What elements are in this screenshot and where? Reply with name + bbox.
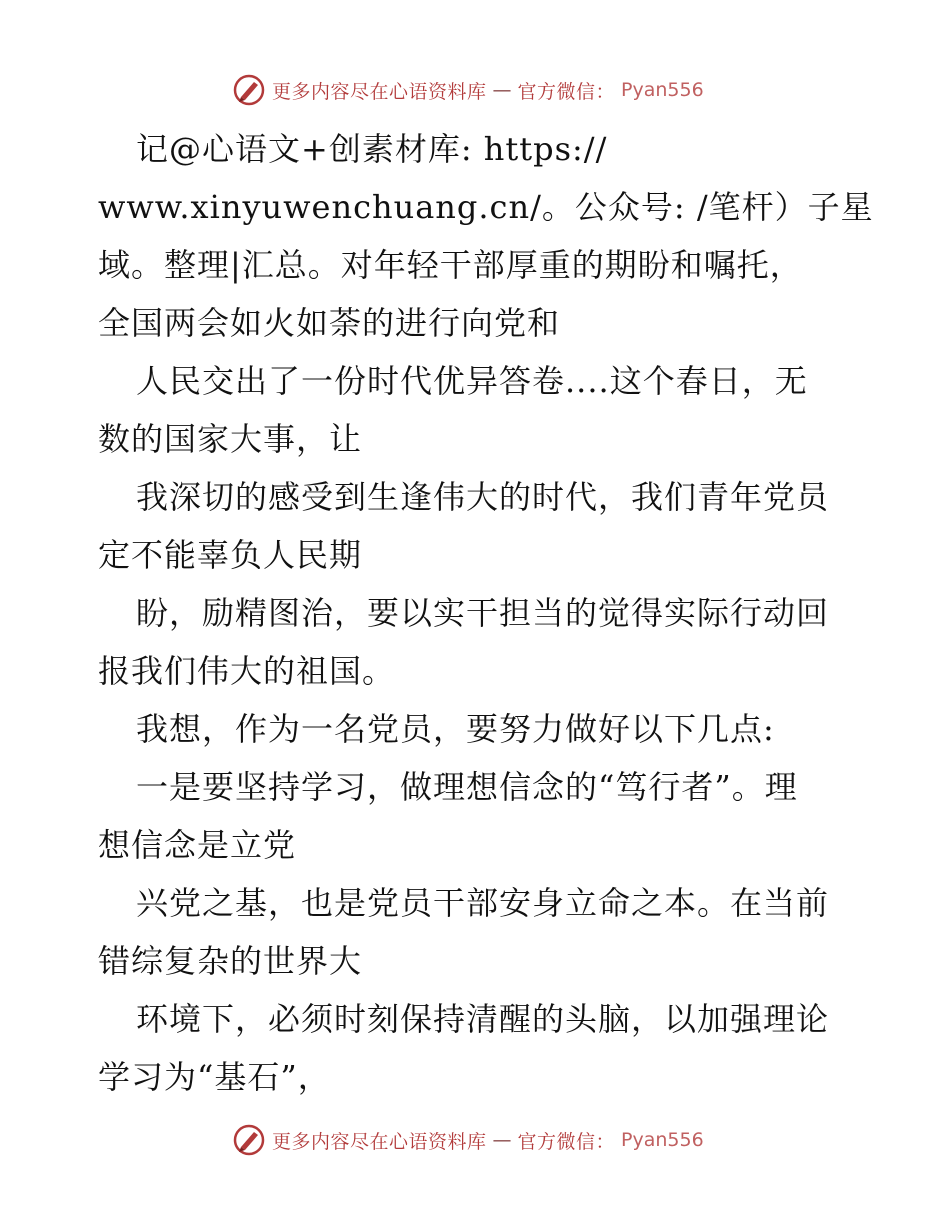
body-line: 域。整理|汇总。对年轻干部厚重的期盼和嘱托， <box>98 246 803 284</box>
header-wechat-label: 官方微信： <box>517 80 616 103</box>
body-line: 数的国家大事，让 <box>98 420 363 458</box>
body-line: 我深切的感受到生逢伟大的时代，我们青年党员 <box>136 478 830 516</box>
pen-circle-logo-icon <box>232 73 266 107</box>
footer-wechat-label: 官方微信： <box>517 1130 616 1153</box>
body-line: 学习为“基石”， <box>98 1058 331 1096</box>
body-line: 全国两会如火如荼的进行向党和 <box>98 304 561 342</box>
body-line: 兴党之基，也是党员干部安身立命之本。在当前 <box>136 884 830 922</box>
body-line: 环境下，必须时刻保持清醒的头脑，以加强理论 <box>136 1000 830 1038</box>
footer-banner-separator: — <box>492 1129 512 1151</box>
body-line: 盼，励精图治，要以实干担当的觉得实际行动回 <box>136 594 830 632</box>
footer-wechat-id: Pyan556 <box>621 1129 704 1151</box>
body-line: 一是要坚持学习，做理想信念的“笃行者”。理 <box>136 768 798 806</box>
body-line: 想信念是立党 <box>98 826 297 864</box>
pen-circle-logo-icon <box>232 1123 266 1157</box>
body-line: 报我们伟大的祖国。 <box>98 652 396 690</box>
body-line: www.xinyuwenchuang.cn/。公众号: /笔杆）子星 <box>98 188 874 226</box>
body-text <box>98 120 874 1106</box>
body-line: 人民交出了一份时代优异答卷....这个春日，无 <box>136 362 808 400</box>
header-banner-separator: — <box>492 79 512 101</box>
body-line: 定不能辜负人民期 <box>98 536 363 574</box>
body-line: 记@心语文+创素材库: https:// <box>136 130 608 168</box>
footer-banner <box>232 1122 704 1158</box>
header-wechat-id: Pyan556 <box>621 79 704 101</box>
header-banner <box>232 72 704 108</box>
body-line: 我想，作为一名党员，要努力做好以下几点: <box>136 710 775 748</box>
body-line: 错综复杂的世界大 <box>98 942 363 980</box>
header-banner-text: 更多内容尽在心语资料库 <box>272 80 487 103</box>
footer-banner-text: 更多内容尽在心语资料库 <box>272 1130 487 1153</box>
